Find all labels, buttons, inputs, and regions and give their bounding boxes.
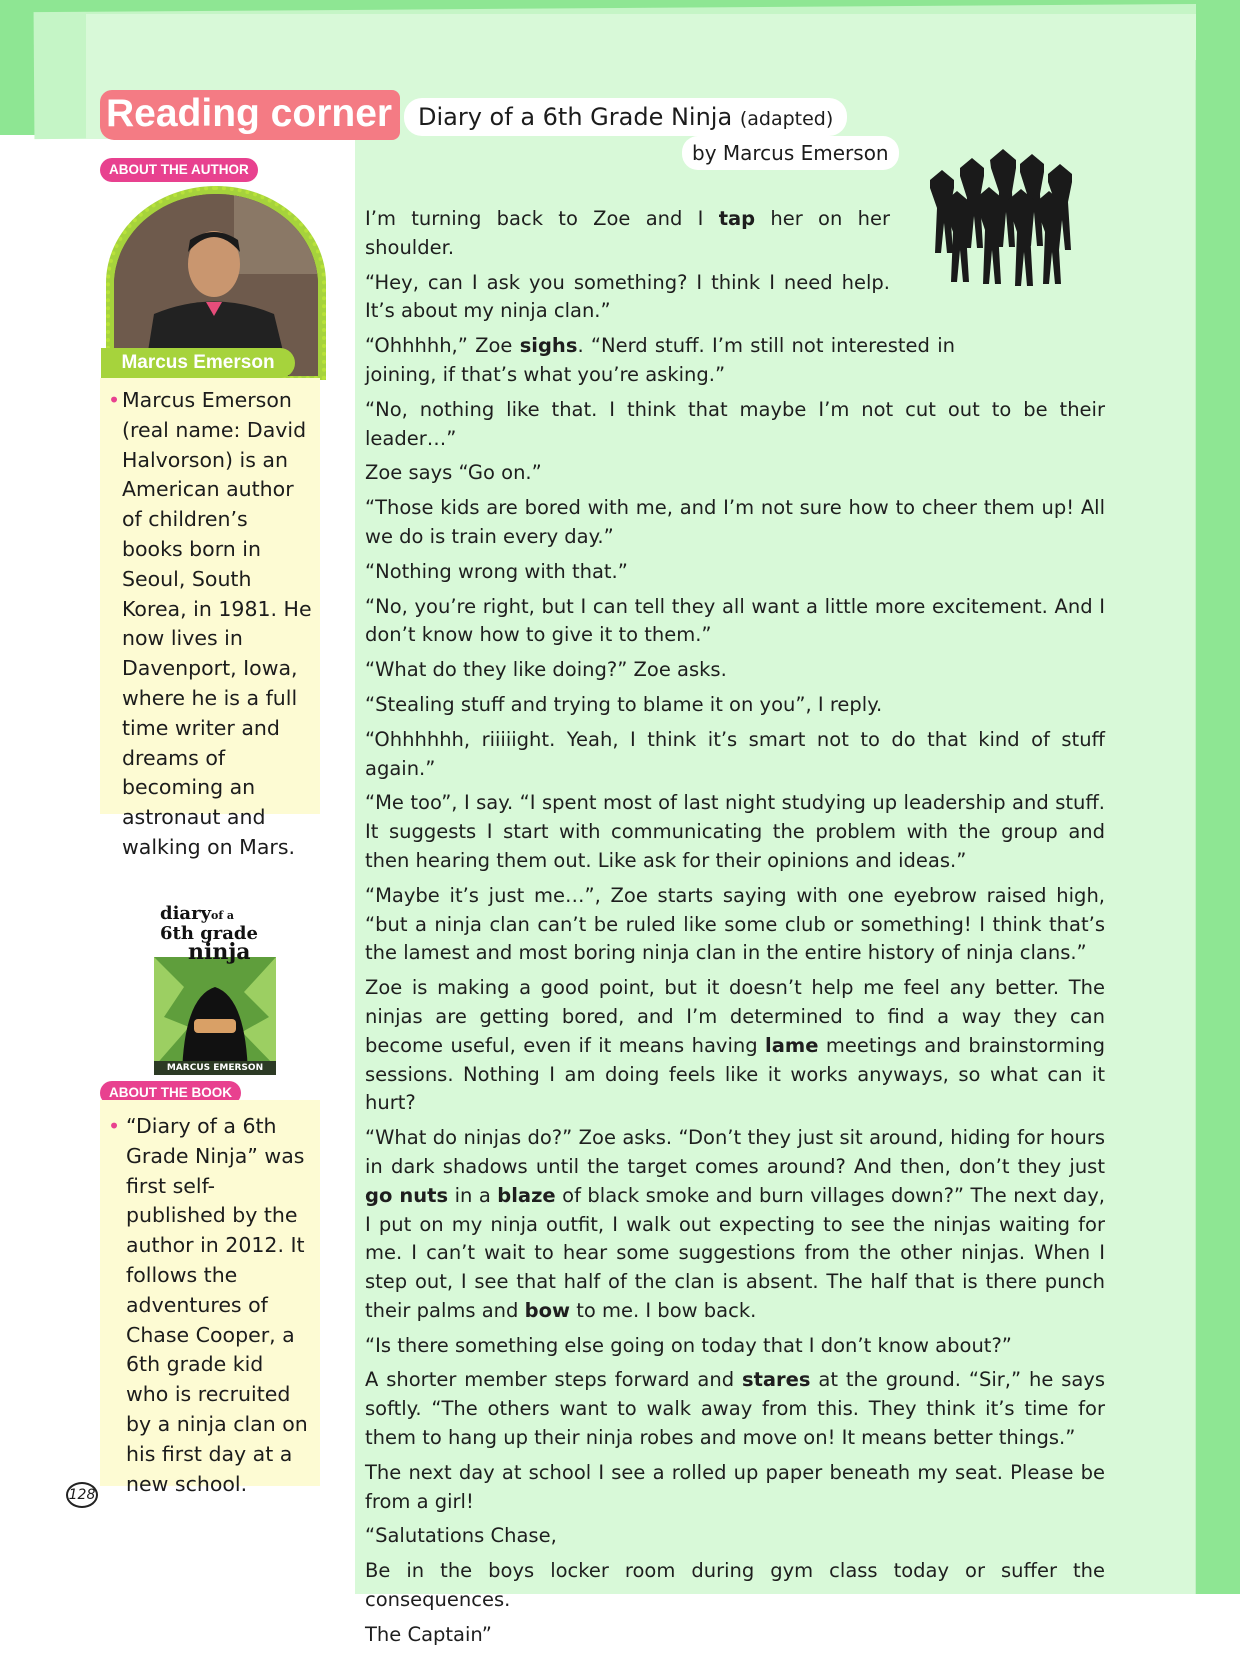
story-paragraph: Zoe is making a good point, but it doesn’t help me feel any better. The ninjas are getting bored, and I’m determined to find a way they can become useful, even if it means having lame meetings and brainstorming sessions. Nothing I am doing feels like it works anyways, so what can it hurt? — [365, 976, 1105, 1115]
author-name-tag: Marcus Emerson — [101, 348, 295, 378]
book-summary-box — [100, 1100, 320, 1496]
section-title-badge — [100, 90, 400, 140]
story-paragraph: Zoe says “Go on.” — [365, 461, 542, 485]
story-paragraph: “What do they like doing?” Zoe asks. — [365, 658, 727, 682]
book-title-pill — [404, 98, 847, 136]
cover-title-line: of a — [211, 909, 235, 922]
story-paragraph: “Hey, can I ask you something? I think I need help. It’s about my ninja clan.” — [365, 270, 890, 323]
story-paragraph: “What do ninjas do?” Zoe asks. “Don’t they just sit around, hiding for hours in dark shadows until the target comes around? And then, don’t they just go nuts in a blaze of black smoke and burn villages down?” The next day, I put on my ninja outfit, I walk out expecting to see the ninjas waiting for me. I can’t wait to hear some suggestions from the other ninjas. When I step out, I see that half of the clan is absent. The half that is there punch their palms and bow to me. I bow back. — [365, 1126, 1105, 1322]
story-paragraph: A shorter member steps forward and stares at the ground. “Sir,” he says softly. “The others want to walk away from this. They think it’s time for them to hang up their ninja robes and move on! It means better things.” — [365, 1368, 1106, 1450]
cover-title-line: ninja — [188, 939, 251, 965]
book-title: Diary of a 6th Grade Ninja — [418, 103, 733, 131]
story-text — [365, 205, 1105, 1656]
right-band — [1196, 0, 1240, 1594]
cover-title-line: diary — [160, 905, 212, 924]
story-paragraph: I’m turning back to Zoe and I tap her on her shoulder. — [365, 207, 890, 259]
book-cover — [154, 905, 276, 1075]
book-summary: • “Diary of a 6th Grade Ninja” was first self-published by the author in 2012. It follows the adventures of Chase Cooper, a 6th grade kid who is recruited by a ninja clan on his first day at a new school. — [100, 1112, 320, 1499]
book-title-note: (adapted) — [739, 108, 834, 130]
about-book-tag: ABOUT THE BOOK — [100, 1081, 241, 1105]
story-paragraph: “Is there something else going on today that I don’t know about?” — [365, 1333, 1012, 1357]
cover-art — [154, 957, 276, 1075]
section-title: Reading corner — [106, 92, 393, 135]
about-author-tag: ABOUT THE AUTHOR — [100, 158, 258, 182]
cover-title-line: 6th grade — [160, 923, 258, 944]
cover-title — [160, 905, 272, 963]
story-paragraph: “Ohhhhh,” Zoe sighs. “Nerd stuff. I’m still not interested in joining, if that’s what you’re asking.” — [365, 334, 955, 386]
author-bio-box — [100, 378, 320, 859]
story-paragraph: “Ohhhhhh, riiiiight. Yeah, I think it’s smart not to do that kind of stuff again.” — [365, 727, 1105, 780]
story-paragraph: “Salutations Chase, — [365, 1524, 557, 1548]
story-paragraph: “Those kids are bored with me, and I’m not sure how to cheer them up! All we do is train every day.” — [365, 496, 1105, 548]
story-paragraph: “No, nothing like that. I think that maybe I’m not cut out to be their leader…” — [365, 397, 1105, 450]
page-number: 128 — [66, 1482, 98, 1508]
story-paragraph: “Maybe it’s just me…”, Zoe starts saying with one eyebrow raised high, “but a ninja clan can’t be ruled like some club or something! I think that’s the lamest and most boring ninja clan in the entire history of ninja clans.” — [365, 883, 1105, 965]
story-paragraph: “No, you’re right, but I can tell they all want a little more excitement. And I don’t know how to give it to them.” — [365, 594, 1105, 647]
story-paragraph: The next day at school I see a rolled up paper beneath my seat. Please be from a girl! — [365, 1460, 1105, 1513]
story-paragraph: “Me too”, I say. “I spent most of last night studying up leadership and stuff. It suggests I start with communicating the problem with the group and then hearing them out. Like ask for their opinions and ideas.” — [365, 791, 1105, 872]
story-paragraph: “Nothing wrong with that.” — [365, 559, 628, 583]
byline: by Marcus Emerson — [682, 136, 899, 170]
cover-author: MARCUS EMERSON — [154, 1061, 276, 1075]
story-paragraph: The Captain” — [365, 1622, 492, 1646]
author-bio: • Marcus Emerson (real name: David Halvorson) is an American author of children’s books born in Seoul, South Korea, in 1981. He now lives in Davenport, Iowa, where he is a full time writer and dreams of becoming an astronaut and walking on Mars. — [100, 386, 320, 863]
story-paragraph: “Stealing stuff and trying to blame it on you”, I reply. — [365, 692, 883, 716]
story-paragraph: Be in the boys locker room during gym class today or suffer the consequences. — [365, 1559, 1105, 1612]
